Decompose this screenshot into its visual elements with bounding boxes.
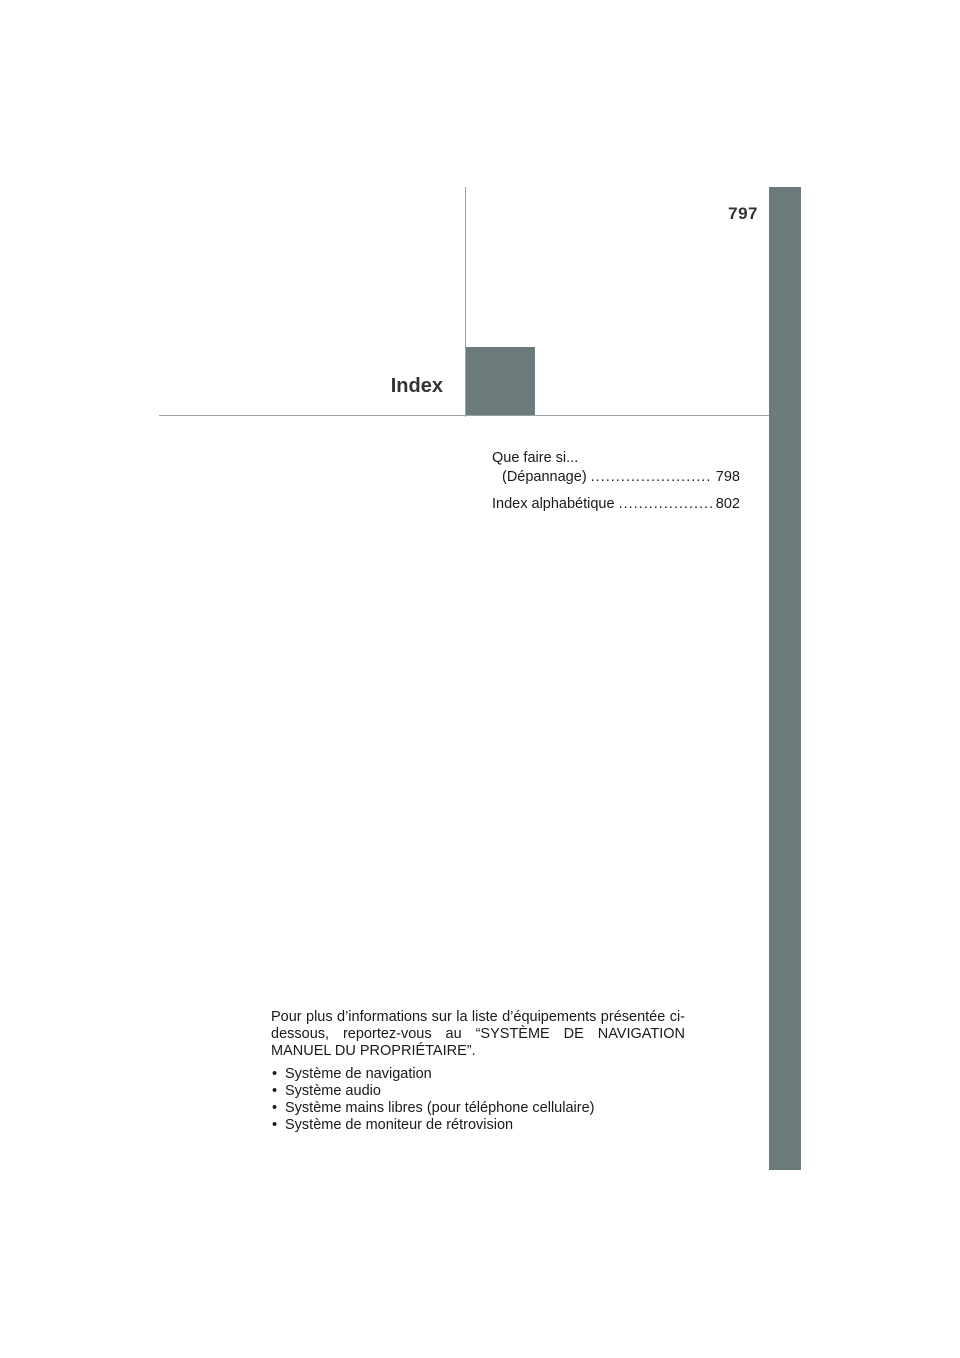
side-tab-bar: [769, 187, 801, 1170]
equipment-note: [271, 1009, 685, 1134]
list-item: • Système mains libres (pour téléphone cellulaire): [271, 1100, 685, 1117]
equipment-list: [271, 1066, 685, 1134]
toc-entry-troubleshooting-title[interactable]: [492, 449, 740, 468]
list-item: • Système audio: [271, 1083, 685, 1100]
toc-entry-troubleshooting[interactable]: [492, 468, 740, 487]
toc-leader-dots: [591, 468, 712, 487]
toc-entry-page: 798: [715, 469, 740, 485]
toc-entry-label: (Dépannage): [502, 469, 587, 485]
toc-leader-dots: [619, 495, 712, 514]
list-item: • Système de moniteur de rétrovision: [271, 1117, 685, 1134]
toc-entry-label: Index alphabétique: [492, 496, 615, 512]
header-divider: [159, 415, 769, 416]
section-title: Index: [390, 375, 443, 397]
table-of-contents: [492, 449, 740, 514]
page-number: 797: [728, 204, 758, 223]
list-item: • Système de navigation: [271, 1066, 685, 1083]
section-marker-block: [466, 347, 535, 416]
note-paragraph: Pour plus d’informations sur la liste d’équipements présentée ci-dessous, reportez-vous au “SYSTÈME DE NAVIGATION MANUEL DU PROPRIÉTAIRE”.: [271, 1009, 685, 1059]
toc-entry-alphabetical-index[interactable]: [492, 495, 740, 514]
toc-entry-label: Que faire si...: [492, 450, 579, 466]
toc-entry-page: 802: [715, 496, 740, 512]
